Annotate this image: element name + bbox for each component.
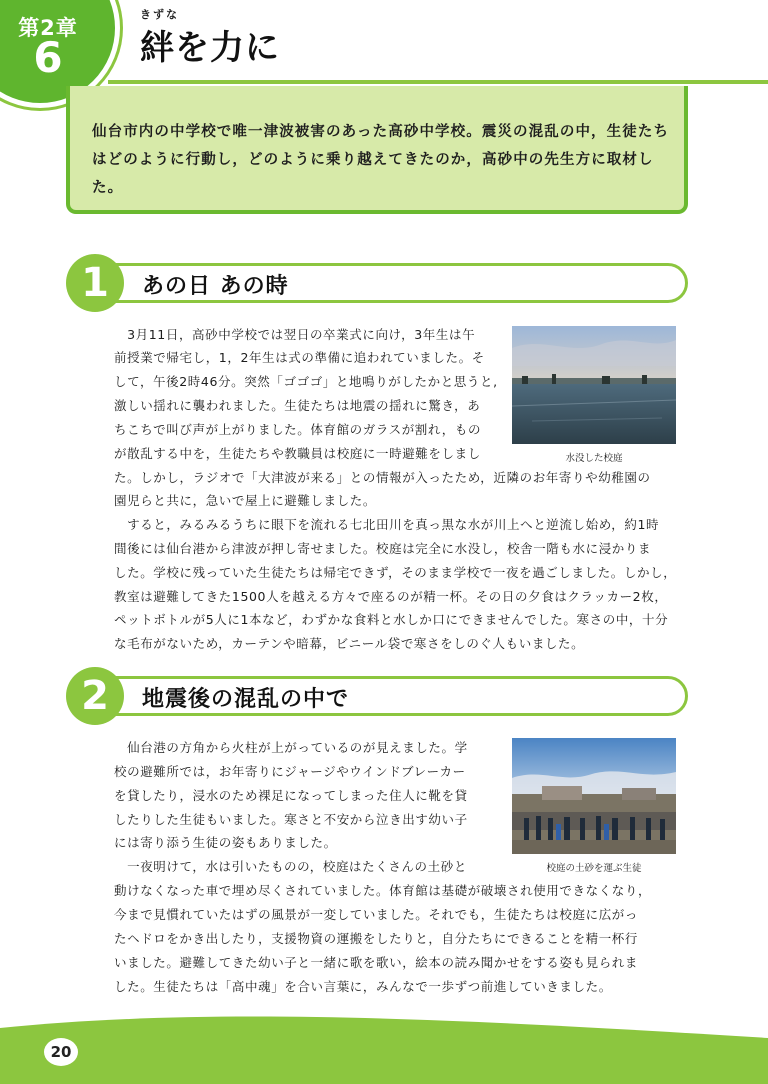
body-line: 激しい揺れに襲われました。生徒たちは地震の揺れに驚き，あ <box>114 398 481 413</box>
body-line: したりした生徒もいました。寒さと不安から泣き出す幼い子 <box>114 812 468 827</box>
page-number: 20 <box>44 1038 78 1066</box>
intro-box <box>66 86 688 214</box>
section-2-heading <box>66 673 690 721</box>
body-line: 間後には仙台港から津波が押し寄せました。校庭は完全に水没し，校舎一階も水に浸かりま <box>114 541 652 556</box>
body-line: には寄り添う生徒の姿もありました。 <box>114 835 337 850</box>
section-title: 地震後の混乱の中で <box>142 687 350 712</box>
body-line: が散乱する中を，生徒たちや教職員は校庭に一時避難をしまし <box>114 446 481 461</box>
body-line: 園児らと共に，急いで屋上に避難しました。 <box>114 493 377 508</box>
intro-text: 仙台市内の中学校で唯一津波被害のあった高砂中学校。震災の混乱の中，生徒たちはどのように行動し，どのように乗り越えてきたのか，高砂中の先生方に取材した。 <box>92 124 670 196</box>
body-line: した。学校に残っていた生徒たちは帰宅できず，そのまま学校で一夜を過ごしました。しかし， <box>114 565 677 580</box>
section-number: 2 <box>81 673 109 719</box>
footer-wave <box>0 1008 768 1084</box>
body-line: ペットボトルが5人に1本など，わずかな食料と水しか口にできませんでした。寒さの中，十分 <box>114 612 669 627</box>
section-1-heading <box>66 260 690 308</box>
body-line: 動けなくなった車で埋め尽くされていました。体育館は基礎が破壊され使用できなくなり， <box>114 883 652 898</box>
flooded-schoolyard-photo <box>512 326 676 444</box>
body-line: して，午後2時46分。突然「ゴゴゴ」と地鳴りがしたかと思うと, <box>114 374 498 389</box>
section-title: あの日 あの時 <box>142 274 289 299</box>
body-line: た。しかし，ラジオで「大津波が来る」との情報が入ったため，近隣のお年寄りや幼稚園の <box>114 470 651 485</box>
chapter-label: 第2章 <box>18 16 78 40</box>
body-line: いました。避難してきた幼い子と一緒に歌を歌い，絵本の読み聞かせをする姿も見られま <box>114 955 639 970</box>
body-line: 今まで見慣れていたはずの風景が一変していました。それでも，生徒たちは校庭に広がっ <box>114 907 639 922</box>
photo-caption: 校庭の土砂を運ぶ生徒 <box>546 863 642 874</box>
body-line: たヘドロをかき出したり，支援物資の運搬をしたりと，自分たちにできることを精一杯行 <box>114 931 639 946</box>
page-title: 絆を力に <box>140 28 280 68</box>
body-line: 一夜明けて，水は引いたものの，校庭はたくさんの土砂と <box>114 859 467 874</box>
chapter-number: 6 <box>33 33 63 82</box>
body-line: した。生徒たちは「高中魂」を合い言葉に，みんなで一歩ずつ前進していきました。 <box>114 979 612 994</box>
body-line: を貸したり，浸水のため裸足になってしまった住人に靴を貸 <box>114 788 468 803</box>
body-line: すると，みるみるうちに眼下を流れる七北田川を真っ黒な水が川上へと逆流し始め，約1時 <box>114 517 660 532</box>
body-line: 教室は避難してきた1500人を越える方々で座るのが精一杯。その日の夕食はクラッカー2枚， <box>114 589 668 604</box>
body-line: な毛布がないため，カーテンや暗幕，ビニール袋で寒さをしのぐ人もいました。 <box>114 636 585 651</box>
body-line: ちこちで叫び声が上がりました。体育館のガラスが割れ，もの <box>114 422 482 437</box>
body-line: 3月11日，高砂中学校では翌日の卒業式に向け，3年生は午 <box>114 327 476 342</box>
photo-caption: 水没した校庭 <box>565 453 623 464</box>
title-ruby: きずな <box>140 8 179 21</box>
body-line: 仙台港の方角から火柱が上がっているのが見えました。学 <box>114 740 468 755</box>
section-number: 1 <box>81 260 109 306</box>
students-carrying-soil-photo <box>512 738 676 854</box>
body-line: 校の避難所では，お年寄りにジャージやウインドブレーカー <box>114 764 466 779</box>
body-line: 前授業で帰宅し，1，2年生は式の準備に追われていました。そ <box>114 350 485 365</box>
